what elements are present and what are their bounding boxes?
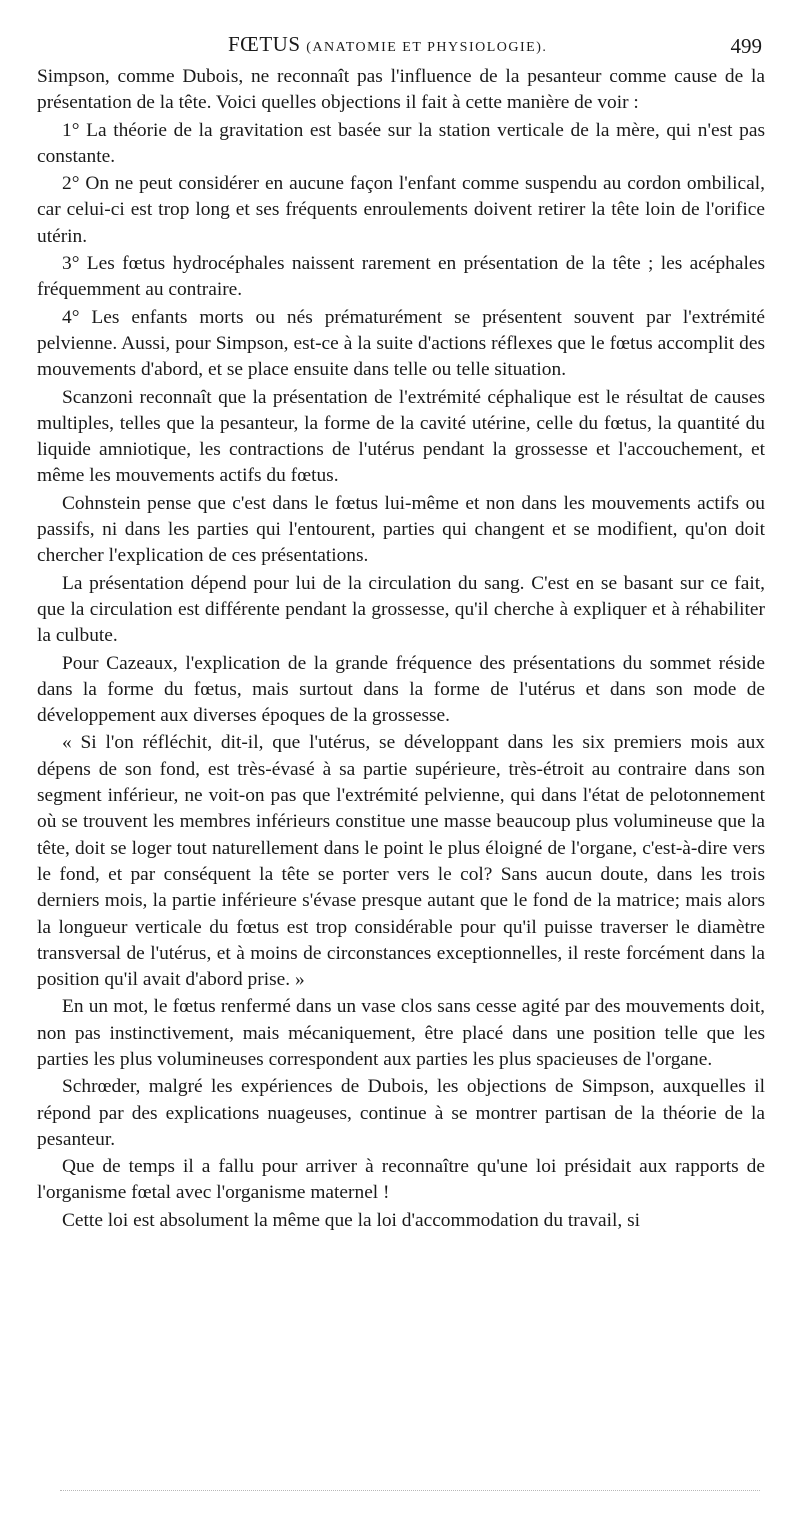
print-bleed-mark <box>60 1490 760 1495</box>
running-title <box>228 32 547 57</box>
running-title-sub: (ANATOMIE ET PHYSIOLOGIE). <box>306 40 548 55</box>
paragraph: Scanzoni reconnaît que la présentation de l'extrémité céphalique est le résultat de causes multiples, telles que la pesanteur, la forme de la cavité utérine, celle du fœtus, la quantité du liquide amniotique, les contractions de l'utérus pendant la grossesse et l'accouchement, et même les mouvements actifs du fœtus. <box>37 386 765 487</box>
paragraph: 4° Les enfants morts ou nés prématurément se présentent souvent par l'extrémité pelvienne. Aussi, pour Simpson, est-ce à la suite d'actions réflexes que le fœtus accomplit des mouvements d'abord, et se place ensuite dans telle ou telle situation. <box>37 306 765 381</box>
paragraph: Cohnstein pense que c'est dans le fœtus lui-même et non dans les mouvements actifs ou passifs, ni dans les parties qui l'entourent, parties qui changent et se modifient, qu'on doit chercher l'explication de ces présentations. <box>37 492 765 567</box>
page-number: 499 <box>730 34 762 58</box>
paragraph: En un mot, le fœtus renfermé dans un vase clos sans cesse agité par des mouvements doit, non pas instinctivement, mais mécaniquement, être placé dans une position telle que les parties les plus volumineuses correspondent aux parties les plus spacieuses de l'organe. <box>37 996 765 1070</box>
paragraph: 3° Les fœtus hydrocéphales naissent rarement en présentation de la tête ; les acéphales fréquemment au contraire. <box>37 253 765 301</box>
paragraph: Cette loi est absolument la même que la loi d'accommodation du travail, si <box>62 1209 641 1231</box>
paragraph: « Si l'on réfléchit, dit-il, que l'utérus, se développant dans les six premiers mois aux dépens de son fond, est très-évasé à sa partie supérieure, très-étroit au contraire dans son segment inférieur, ne voit-on pas que l'extrémité pelvienne, qui dans l'état de pelotonnement où se trouvent les membres inférieurs constitue une masse beaucoup plus volumineuse que la tête, doit se loger tout naturellement dans le point le plus éloigné de l'organe, c'est-à-dire vers le fond, et par conséquent la tête se porter vers le col? Sans aucun doute, dans les trois derniers mois, la partie inférieure s'évase presque autant que le fond de la matrice; mais alors la longueur verticale du fœtus est trop considérable pour qu'il puisse traverser le diamètre transversal de l'utérus, et à moins de circonstances exceptionnelles, il reste forcément dans la position qu'il avait d'abord prise. » <box>37 732 765 991</box>
paragraph: Que de temps il a fallu pour arriver à reconnaître qu'une loi présidait aux rapports de l'organisme fœtal avec l'organisme maternel ! <box>37 1156 765 1204</box>
paragraph: La présentation dépend pour lui de la circulation du sang. C'est en se basant sur ce fait, que la circulation est différente pendant la grossesse, qu'il cherche à expliquer et à réhabiliter la culbute. <box>37 572 765 647</box>
paragraph: Simpson, comme Dubois, ne reconnaît pas l'influence de la pesanteur comme cause de la présentation de la tête. Voici quelles objections il fait à cette manière de voir : <box>37 66 765 114</box>
body-text <box>37 64 765 1235</box>
paragraph: 1° La théorie de la gravitation est basée sur la station verticale de la mère, qui n'est pas constante. <box>37 119 765 167</box>
running-header <box>0 30 800 64</box>
paragraph: Schrœder, malgré les expériences de Dubois, les objections de Simpson, auxquelles il répond par des explications nuageuses, continue à se montrer partisan de la théorie de la pesanteur. <box>37 1076 765 1150</box>
paragraph: Pour Cazeaux, l'explication de la grande fréquence des présentations du sommet réside dans la forme du fœtus, mais surtout dans la forme de l'utérus et dans son mode de développement aux diverses époques de la grossesse. <box>37 652 765 727</box>
running-title-main: FŒTUS <box>228 32 301 56</box>
paragraph: 2° On ne peut considérer en aucune façon l'enfant comme suspendu au cordon ombilical, car celui-ci est trop long et ses fréquents enroulements doivent retirer la tête loin de l'orifice utérin. <box>37 173 765 247</box>
